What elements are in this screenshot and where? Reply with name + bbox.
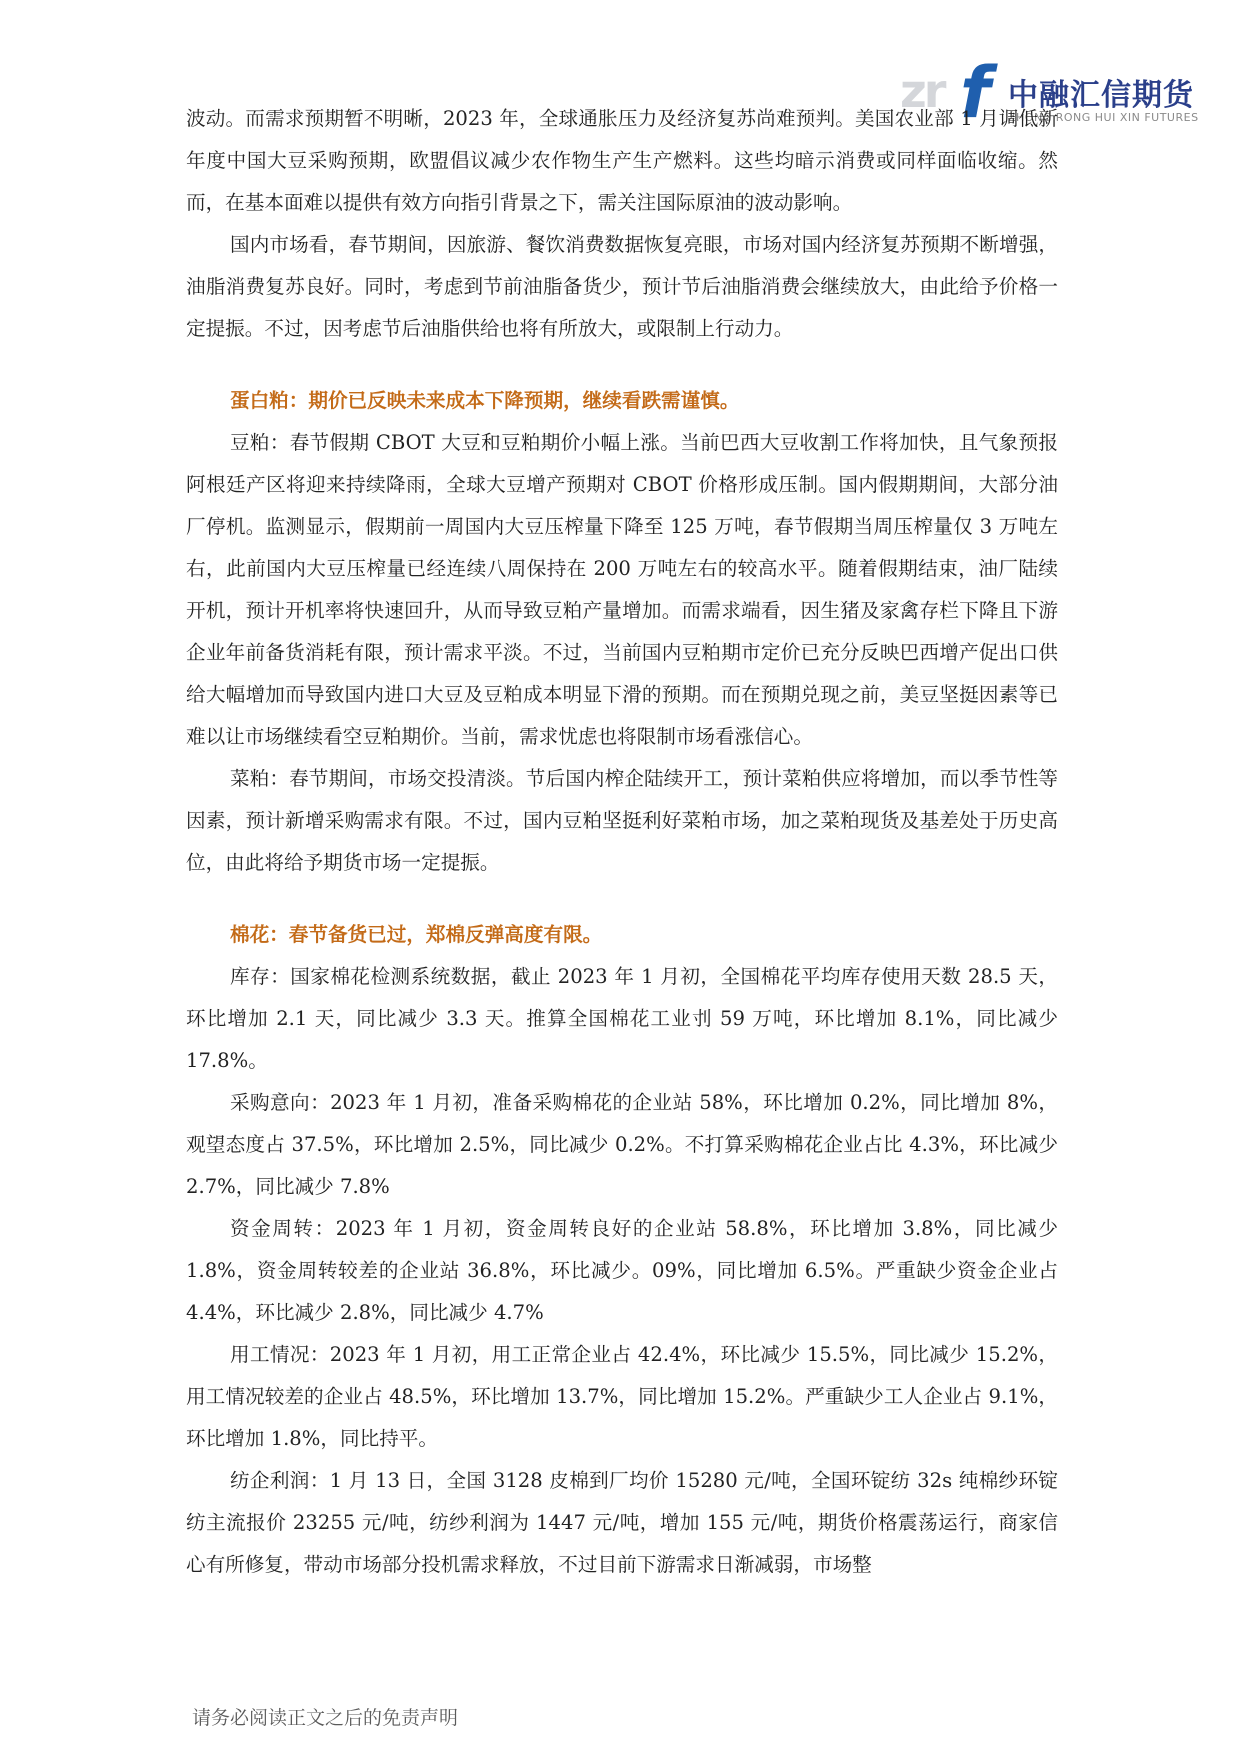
section-spacer bbox=[186, 884, 1058, 914]
report-body bbox=[186, 98, 1058, 1586]
cotton-section-heading: 棉花：春节备货已过，郑棉反弹高度有限。 bbox=[230, 923, 603, 946]
meal-section-heading: 蛋白粕：期价已反映未来成本下降预期，继续看跌需谨慎。 bbox=[230, 389, 740, 412]
cotton-funding-paragraph: 资金周转：2023 年 1 月初，资金周转良好的企业站 58.8%，环比增加 3.8%，同比减少 1.8%，资金周转较差的企业站 36.8%，环比减少。09%，同比增加 6.5%。严重缺少资金企业占 4.4%，环比减少 2.8%，同比减少 4.7% bbox=[186, 1217, 1058, 1324]
logo-f-mark: f bbox=[960, 52, 991, 134]
soymeal-paragraph: 豆粕：春节假期 CBOT 大豆和豆粕期价小幅上涨。当前巴西大豆收割工作将加快，且气象预报阿根廷产区将迎来持续降雨，全球大豆增产预期对 CBOT 价格形成压制。国内假期期间，大部分油厂停机。监测显示，假期前一周国内大豆压榨量下降至 125 万吨，春节假期当周压榨量仅 3 万吨左右，此前国内大豆压榨量已经连续八周保持在 200 万吨左右的较高水平。随着假期结束，油厂陆续开机，预计开机率将快速回升，从而导致豆粕产量增加。而需求端看，因生猪及家禽存栏下降且下游企业年前备货消耗有限，预计需求平淡。不过，当前国内豆粕期市定价已充分反映巴西增产促出口供给大幅增加而导致国内进口大豆及豆粕成本明显下滑的预期。而在预期兑现之前，美豆坚挺因素等已难以让市场继续看空豆粕期价。当前，需求忧虑也将限制市场看涨信心。 bbox=[186, 431, 1058, 748]
oil-paragraph-1: 波动。而需求预期暂不明晰，2023 年，全球通胀压力及经济复苏尚难预判。美国农业部 1 月调低新年度中国大豆采购预期，欧盟倡议减少农作物生产生产燃料。这些均暗示消费或同样面临收缩。然而，在基本面难以提供有效方向指引背景之下，需关注国际原油的波动影响。 bbox=[186, 107, 1058, 214]
logo-mark: zr bbox=[900, 64, 944, 118]
disclaimer-footer: 请务必阅读正文之后的免责声明 bbox=[192, 1707, 459, 1729]
logo-english-name: ZHONG RONG HUI XIN FUTURES bbox=[1008, 111, 1199, 124]
logo-chinese-name: 中融汇信期货 bbox=[1008, 78, 1194, 113]
cotton-purchase-paragraph: 采购意向：2023 年 1 月初，准备采购棉花的企业站 58%，环比增加 0.2%，同比增加 8%，观望态度占 37.5%，环比增加 2.5%，同比减少 0.2%。不打算采购棉花企业占比 4.3%，环比减少 2.7%，同比减少 7.8% bbox=[186, 1091, 1058, 1198]
cotton-labor-paragraph: 用工情况：2023 年 1 月初，用工正常企业占 42.4%，环比减少 15.5%，同比减少 15.2%，用工情况较差的企业占 48.5%，环比增加 13.7%，同比增加 15.2%。严重缺少工人企业占 9.1%，环比增加 1.8%，同比持平。 bbox=[186, 1343, 1058, 1450]
section-spacer bbox=[186, 350, 1058, 380]
oil-paragraph-2: 国内市场看，春节期间，因旅游、餐饮消费数据恢复亮眼，市场对国内经济复苏预期不断增强，油脂消费复苏良好。同时，考虑到节前油脂备货少，预计节后油脂消费会继续放大，由此给予价格一定提振。不过，因考虑节后油脂供给也将有所放大，或限制上行动力。 bbox=[186, 233, 1058, 340]
cotton-inventory-paragraph: 库存：国家棉花检测系统数据，截止 2023 年 1 月初，全国棉花平均库存使用天数 28.5 天，环比增加 2.1 天，同比减少 3.3 天。推算全国棉花工业刌 59 万吨，环比增加 8.1%，同比减少 17.8%。 bbox=[186, 965, 1058, 1072]
rapeseed-meal-paragraph: 菜粕：春节期间，市场交投清淡。节后国内榨企陆续开工，预计菜粕供应将增加，而以季节性等因素，预计新增采购需求有限。不过，国内豆粕坚挺利好菜粕市场，加之菜粕现货及基差处于历史高位，由此将给予期货市场一定提振。 bbox=[186, 767, 1058, 874]
cotton-profit-paragraph: 纺企利润：1 月 13 日，全国 3128 皮棉到厂均价 15280 元/吨，全国环锭纺 32s 纯棉纱环锭纺主流报价 23255 元/吨，纺纱利润为 1447 元/吨，增加 155 元/吨，期货价格震荡运行，商家信心有所修复，带动市场部分投机需求释放，不过目前下游需求日渐减弱，市场整 bbox=[186, 1469, 1058, 1576]
